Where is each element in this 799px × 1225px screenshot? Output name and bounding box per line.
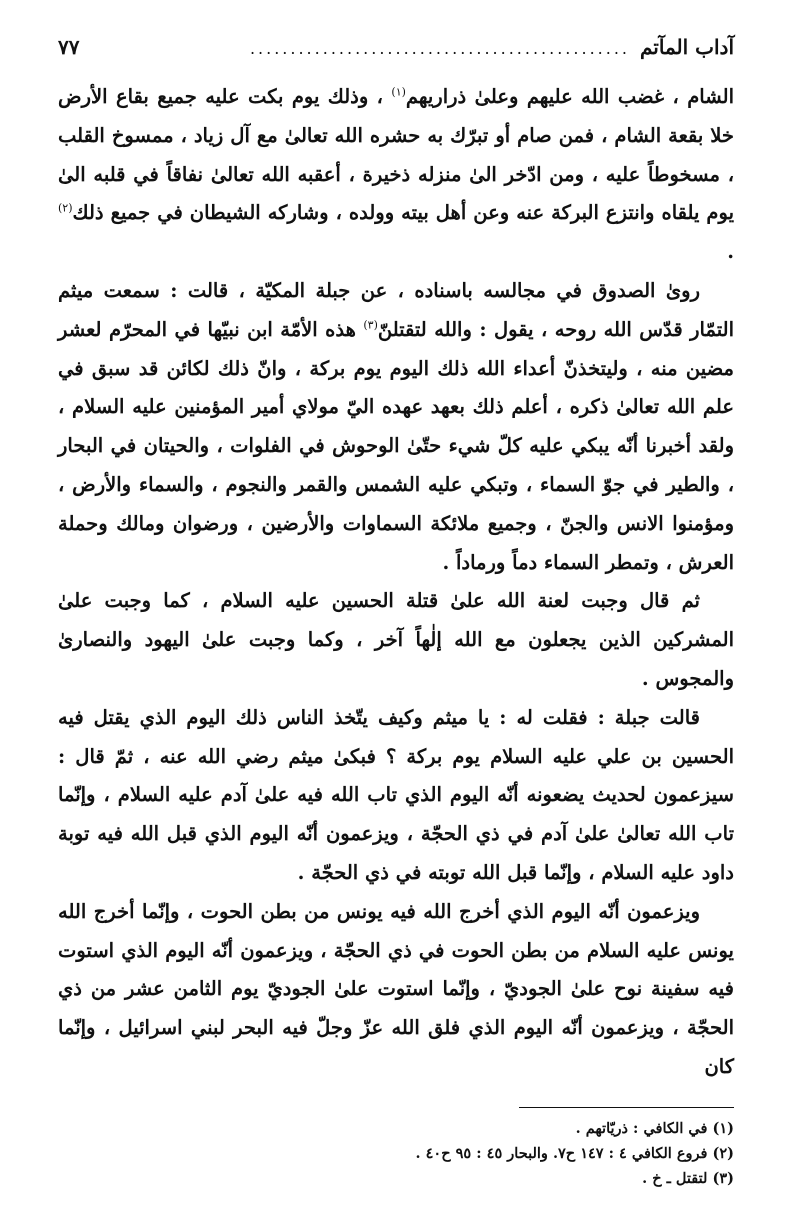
header-title: آداب المآتم [640, 35, 734, 59]
running-header [58, 32, 734, 64]
page-number: ٧٧ [58, 35, 80, 59]
text-run: . [727, 240, 734, 264]
text-run: ثم قال وجبت لعنة الله علىٰ قتلة الحسين عليه السلام ، كما وجبت علىٰ المشركين الذين يجعلون مع الله إلٰهاً آخر ، وكما وجبت علىٰ اليهود والنصارىٰ والمجوس . [58, 589, 734, 690]
text-run: ويزعمون أنّه اليوم الذي أخرج الله فيه يونس من بطن الحوت ، وإنّما أخرج الله يونس عليه السلام من بطن الحوت في ذي الحجّة ، ويزعمون أنّه اليوم الذي استوت فيه سفينة نوح علىٰ الجوديّ ، وإنّما استوت علىٰ الجوديّ يوم الثامن عشر من ذي الحجّة ، ويزعمون أنّه اليوم الذي فلق الله عزّ وجلّ فيه البحر لبني اسرائيل ، وإنّما كان [58, 899, 734, 1078]
footnote-ref: (٢) [58, 201, 73, 215]
book-page [58, 32, 734, 1191]
footnotes [58, 1116, 734, 1191]
paragraph [58, 699, 734, 893]
footnote-ref: (٣) [363, 318, 378, 332]
text-run: الشام ، غضب الله عليهم وعلىٰ ذراريهم [405, 85, 734, 108]
footnote: (١) في الكافي : ذريّاتهم . [575, 1119, 734, 1137]
footnote: (٣) لتقتل ـ خ . [642, 1169, 734, 1187]
text-run: هذه الأمّة ابن نبيّها في المحرّم لعشر مضين منه ، وليتخذنّ أعداء الله ذلك اليوم يوم بركة ، وانّ ذلك لكائن قد سبق في علم الله تعالىٰ ذكره ، أعلم ذلك بعهد عهده اليّ مولاي أمير المؤمنين عليه السلام ، ولقد أخبرنا أنّه يبكي عليه كلّ شيء حتّىٰ الوحوش في الفلوات ، والحيتان في البحار ، والطير في جوّ السماء ، وتبكي عليه الشمس والقمر والنجوم ، والسماء والأرض ، ومؤمنوا الانس والجنّ ، وجميع ملائكة السماوات والأرضين ، ورضوان ومالك وحملة العرش ، وتمطر السماء دماً ورماداً . [58, 317, 734, 574]
text-run: ، وذلك يوم بكت عليه جميع بقاع الأرض خلا بقعة الشام ، فمن صام أو تبرّك به حشره الله تعالىٰ مع آل زياد ، ممسوخ القلب ، مسخوطاً عليه ، ومن ادّخر الىٰ منزله ذخيرة ، أعقبه الله تعالىٰ نفاقاً في قلبه الىٰ يوم يلقاه وانتزع البركة عنه وعن أهل بيته وولده ، وشاركه الشيطان في جميع ذلك [58, 85, 734, 225]
footnote: (٢) فروع الكافي ٤ : ١٤٧ ح٧. والبحار ٤٥ : ٩٥ ح٤٠ . [415, 1144, 734, 1162]
paragraph [58, 893, 734, 1087]
paragraph [58, 272, 734, 582]
footnote-ref: (١) [391, 85, 406, 99]
text-run: قالت جبلة : فقلت له : يا ميثم وكيف يتّخذ الناس ذلك اليوم الذي يقتل فيه الحسين بن علي عليه السلام يوم بركة ؟ فبكىٰ ميثم رضي الله عنه ، ثمّ قال : سيزعمون لحديث يضعونه أنّه اليوم الذي تاب الله فيه علىٰ آدم عليه السلام ، وإنّما تاب الله تعالىٰ علىٰ آدم في ذي الحجّة ، ويزعمون أنّه اليوم الذي قبل الله فيه توبة داود عليه السلام ، وإنّما قبل الله توبته في ذي الحجّة . [58, 705, 734, 884]
header-leader-dots: ............................................... [249, 39, 630, 58]
paragraph [58, 582, 734, 698]
paragraph [58, 78, 734, 272]
footnote-separator [519, 1107, 734, 1108]
body-text [58, 78, 734, 1087]
text-run: روىٰ الصدوق في مجالسه باسناده ، عن جبلة المكيّة ، قالت : سمعت ميثم التمّار قدّس الله روحه ، يقول : والله لتقتلنّ [58, 278, 734, 341]
